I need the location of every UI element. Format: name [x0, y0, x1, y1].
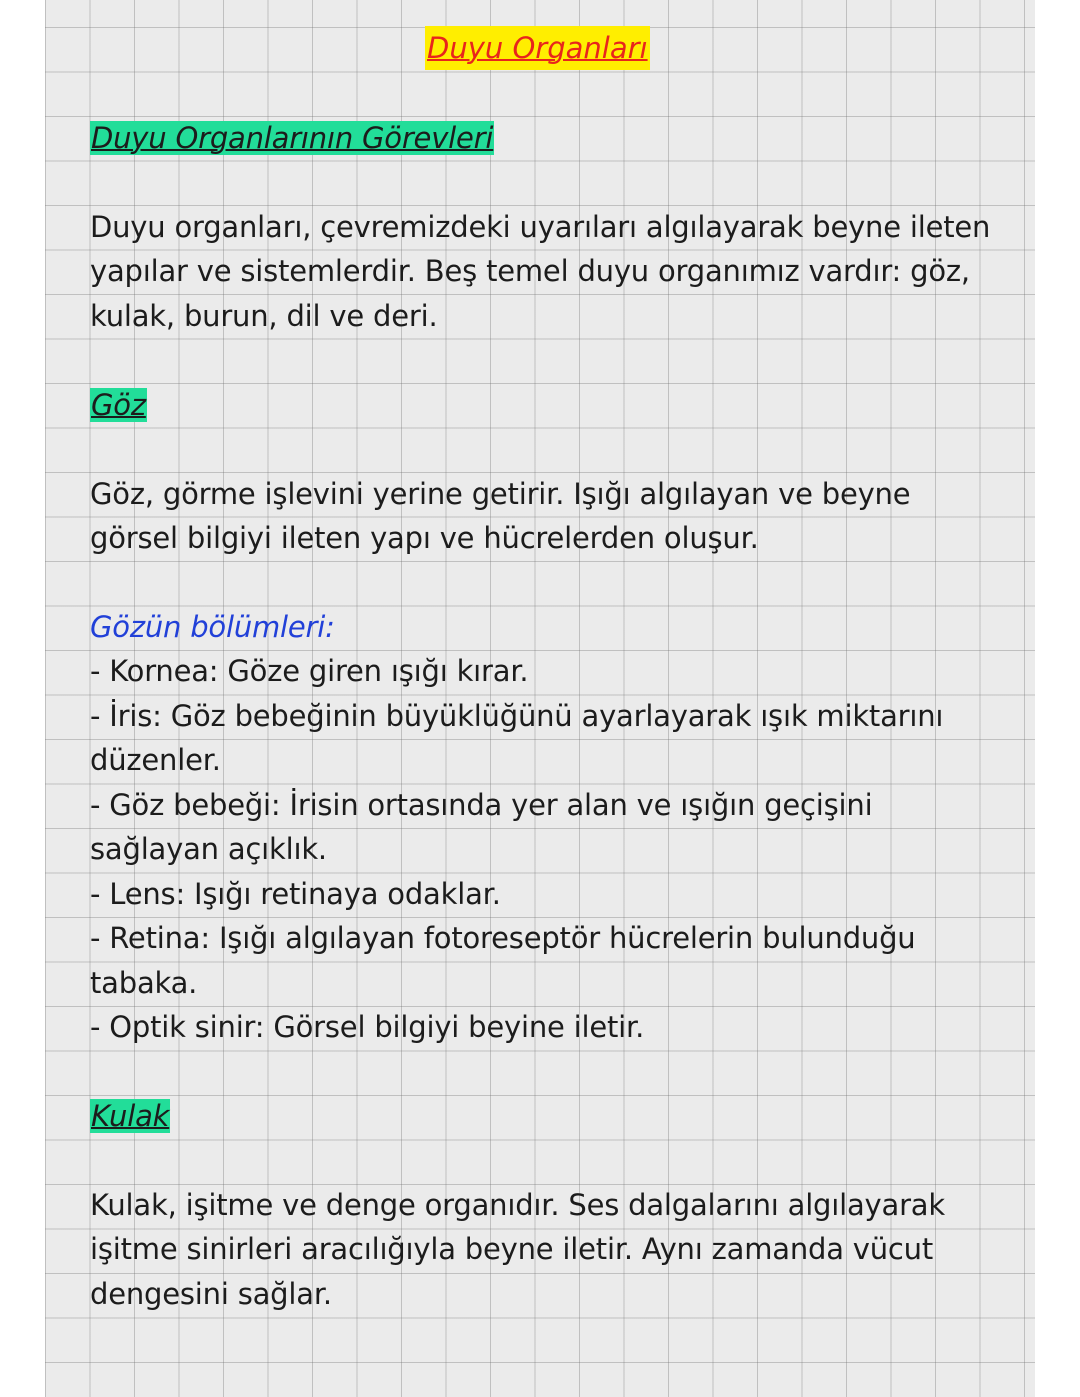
paragraph-line: Göz, görme işlevini yerine getirir. Işığı algılayan ve beyne: [90, 477, 911, 511]
list-item: - Retina: Işığı algılayan fotoreseptör hücrelerin bulunduğu: [90, 921, 916, 955]
notebook-page: [45, 0, 1035, 1397]
paragraph-line: kulak, burun, dil ve deri.: [90, 299, 438, 333]
list-item: - Optik sinir: Görsel bilgiyi beyine iletir.: [90, 1010, 645, 1044]
page-title: Duyu Organları: [425, 26, 650, 70]
section-heading-gorevler-text: Duyu Organlarının Görevleri: [91, 121, 494, 155]
paragraph-line: işitme sinirleri aracılığıyla beyne iletir. Aynı zamanda vücut: [90, 1232, 934, 1266]
list-item: - Göz bebeği: İrisin ortasında yer alan ve ışığın geçişini: [90, 788, 873, 822]
list-item: düzenler.: [90, 743, 221, 777]
list-item: - Kornea: Göze giren ışığı kırar.: [90, 654, 529, 688]
section-heading-gorevler: [90, 116, 494, 161]
list-item: - İris: Göz bebeğinin büyüklüğünü ayarlayarak ışık miktarını: [90, 699, 944, 733]
section-heading-kulak-text: Kulak: [91, 1099, 170, 1133]
list-item: - Lens: Işığı retinaya odaklar.: [90, 877, 501, 911]
section-heading-goz-text: Göz: [91, 388, 146, 422]
paragraph-line: dengesini sağlar.: [90, 1277, 332, 1311]
subheading-goz-parts: Gözün bölümleri:: [90, 610, 335, 644]
list-item: tabaka.: [90, 966, 198, 1000]
section-heading-kulak: [90, 1094, 170, 1139]
list-item: sağlayan açıklık.: [90, 832, 327, 866]
paragraph-line: Kulak, işitme ve denge organıdır. Ses dalgalarını algılayarak: [90, 1188, 945, 1222]
paragraph-line: görsel bilgiyi ileten yapı ve hücrelerden oluşur.: [90, 521, 759, 555]
paragraph-line: yapılar ve sistemlerdir. Beş temel duyu organımız vardır: göz,: [90, 254, 970, 288]
paragraph-line: Duyu organları, çevremizdeki uyarıları algılayarak beyne ileten: [90, 210, 991, 244]
section-heading-goz: [90, 383, 147, 428]
